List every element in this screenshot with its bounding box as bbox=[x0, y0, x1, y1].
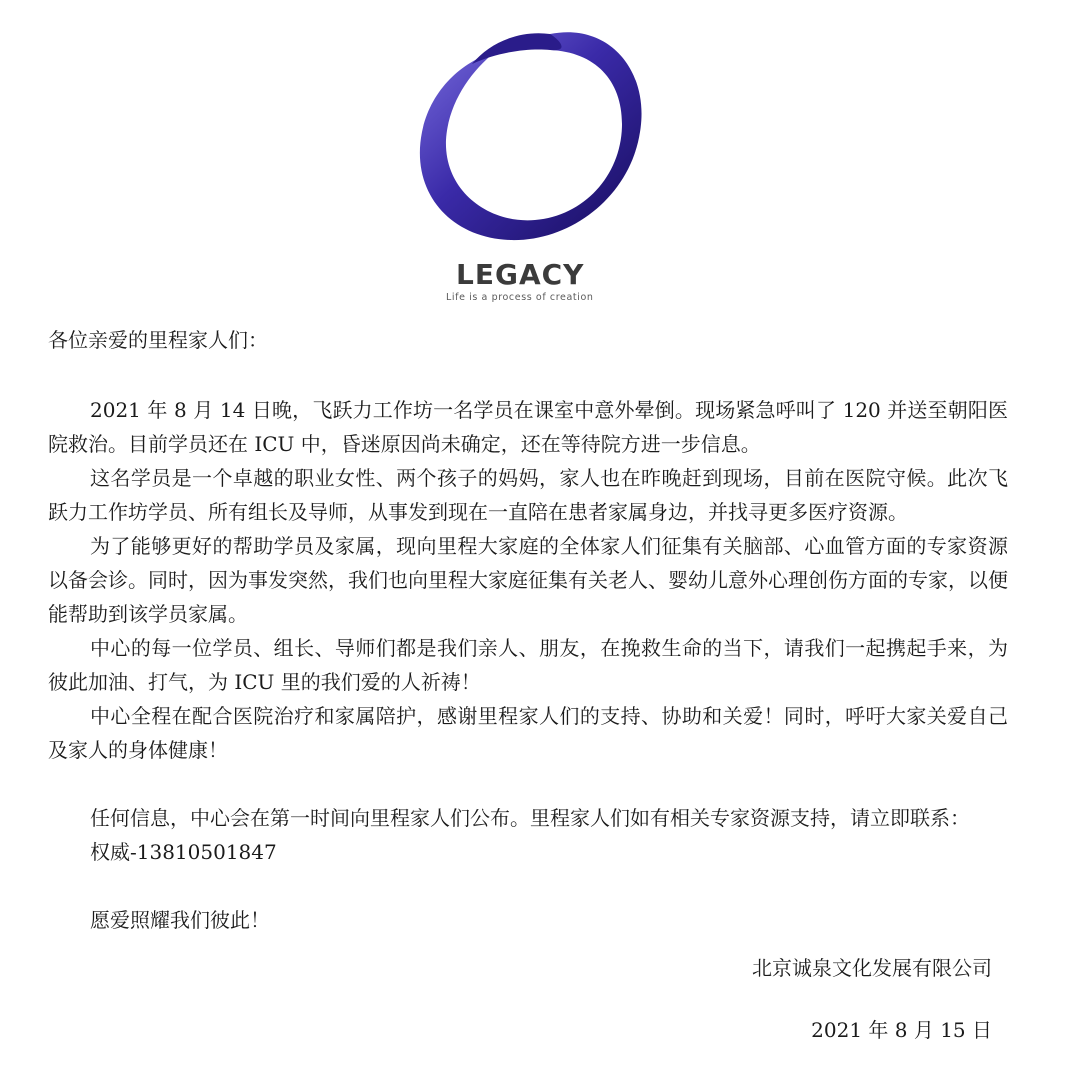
logo-tagline: Life is a process of creation bbox=[446, 292, 594, 303]
paragraph-3: 为了能够更好的帮助学员及家属，现向里程大家庭的全体家人们征集有关脑部、心血管方面的专家资源以备会诊。同时，因为事发突然，我们也向里程大家庭征集有关老人、婴幼儿意外心理创伤方面的专家，以便能帮助到该学员家属。 bbox=[48, 534, 1008, 626]
contact-intro: 任何信息，中心会在第一时间向里程家人们公布。里程家人们如有相关专家资源支持，请立即联系： bbox=[90, 806, 970, 830]
spacer bbox=[48, 869, 1008, 903]
contact-phone: 权威-13810501847 bbox=[90, 840, 277, 864]
paragraph-2: 这名学员是一个卓越的职业女性、两个孩子的妈妈，家人也在昨晚赶到现场，目前在医院守候。此次飞跃力工作坊学员、所有组长及导师，从事发到现在一直陪在患者家属身边，并找寻更多医疗资源。 bbox=[48, 466, 1008, 524]
legacy-logo bbox=[0, 0, 1080, 320]
spacer bbox=[48, 767, 1008, 801]
paragraph-5: 中心全程在配合医院治疗和家属陪护，感谢里程家人们的支持、协助和关爱！同时，呼吁大家关爱自己及家人的身体健康！ bbox=[48, 704, 1008, 762]
paragraph-1: 2021 年 8 月 14 日晚，飞跃力工作坊一名学员在课室中意外晕倒。现场紧急呼叫了 120 并送至朝阳医院救治。目前学员还在 ICU 中，昏迷原因尚未确定，还在等待院方进一步信息。 bbox=[48, 398, 1008, 456]
paragraph-4: 中心的每一位学员、组长、导师们都是我们亲人、朋友，在挽救生命的当下，请我们一起携起手来，为彼此加油、打气，为 ICU 里的我们爱的人祈祷！ bbox=[48, 636, 1008, 694]
letter-body bbox=[48, 323, 1008, 937]
signature-company: 北京诚泉文化发展有限公司 bbox=[752, 956, 992, 980]
logo-brand: LEGACY bbox=[456, 258, 585, 291]
signature-date: 2021 年 8 月 15 日 bbox=[811, 1018, 992, 1042]
closing-line: 愿爱照耀我们彼此！ bbox=[90, 908, 270, 932]
swirl-logo-icon bbox=[400, 12, 660, 252]
spacer bbox=[48, 357, 1008, 393]
salutation: 各位亲爱的里程家人们： bbox=[48, 328, 268, 352]
